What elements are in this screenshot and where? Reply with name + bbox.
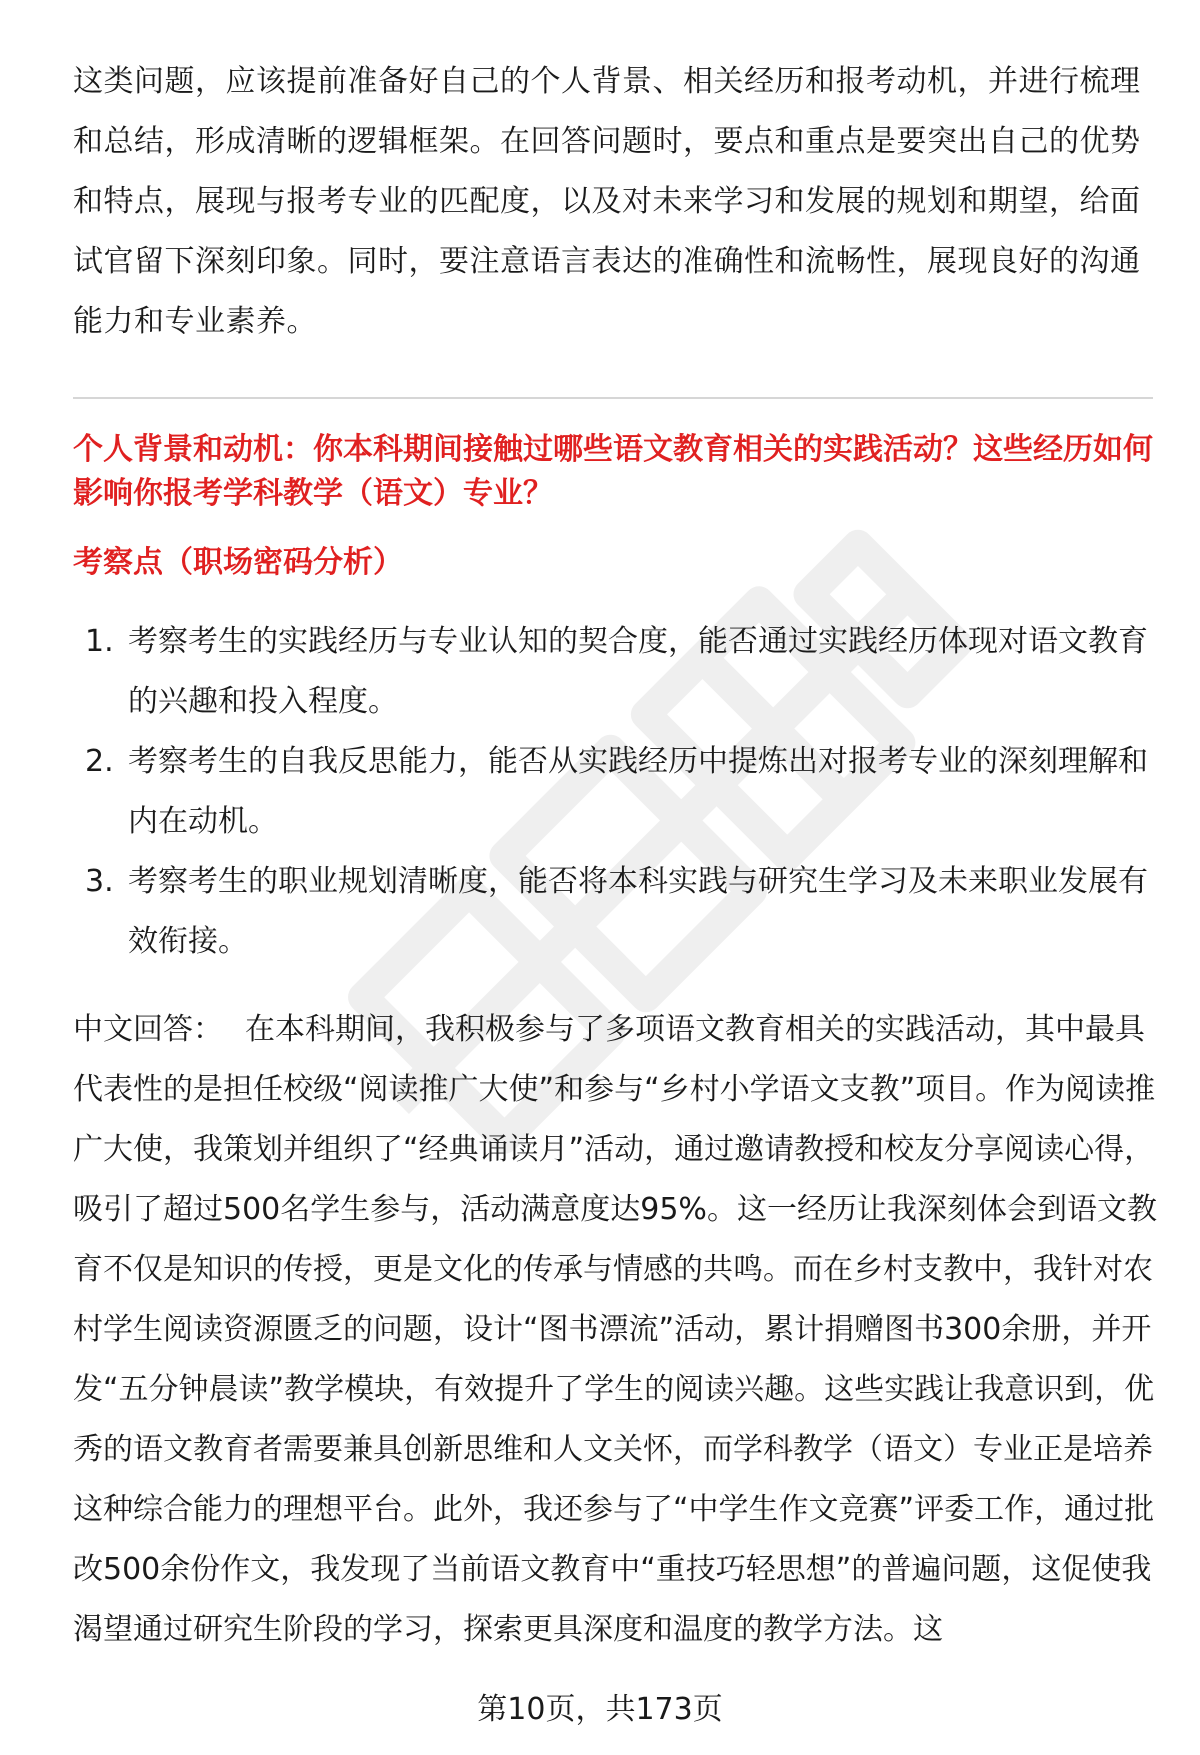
point-text: 考察考生的实践经历与专业认知的契合度，能否通过实践经历体现对语文教育的兴趣和投入程度。 bbox=[128, 624, 1148, 719]
point-number: 2. bbox=[85, 744, 114, 779]
answer-label: 中文回答： bbox=[73, 1012, 223, 1047]
point-number: 3. bbox=[85, 864, 114, 899]
answer-text: 在本科期间，我积极参与了多项语文教育相关的实践活动，其中最具代表性的是担任校级“阅读推广大使”和参与“乡村小学语文支教”项目。作为阅读推广大使，我策划并组织了“经典诵读月”活动，通过邀请教授和校友分享阅读心得，吸引了超过500名学生参与，活动满意度达95%。这一经历让我深刻体会到语文教育不仅是知识的传授，更是文化的传承与情感的共鸣。而在乡村支教中，我针对农村学生阅读资源匮乏的问题，设计“图书漂流”活动，累计捐赠图书300余册，并开发“五分钟晨读”教学模块，有效提升了学生的阅读兴趣。这些实践让我意识到，优秀的语文教育者需要兼具创新思维和人文关怀，而学科教学（语文）专业正是培养这种综合能力的理想平台。此外，我还参与了“中学生作文竞赛”评委工作，通过批改500余份作文，我发现了当前语文教育中“重技巧轻思想”的普遍问题，这促使我渴望通过研究生阶段的学习，探索更具深度和温度的教学方法。这 bbox=[73, 1012, 1157, 1647]
point-text: 考察考生的自我反思能力，能否从实践经历中提炼出对报考专业的深刻理解和内在动机。 bbox=[128, 744, 1148, 839]
evaluation-points-heading: 考察点（职场密码分析） bbox=[73, 545, 403, 580]
section-divider bbox=[73, 397, 1153, 399]
evaluation-point bbox=[73, 732, 1153, 852]
evaluation-points-list bbox=[73, 612, 1153, 972]
chinese-answer bbox=[73, 1000, 1158, 1660]
evaluation-point bbox=[73, 612, 1153, 732]
interview-question: 个人背景和动机：你本科期间接触过哪些语文教育相关的实践活动？这些经历如何影响你报考学科教学（语文）专业？ bbox=[73, 432, 1153, 511]
point-text: 考察考生的职业规划清晰度，能否将本科实践与研究生学习及未来职业发展有效衔接。 bbox=[128, 864, 1148, 959]
page-number: 第10页，共173页 bbox=[477, 1692, 723, 1727]
point-number: 1. bbox=[85, 624, 114, 659]
intro-paragraph: 这类问题，应该提前准备好自己的个人背景、相关经历和报考动机，并进行梳理和总结，形成清晰的逻辑框架。在回答问题时，要点和重点是要突出自己的优势和特点，展现与报考专业的匹配度，以及对未来学习和发展的规划和期望，给面试官留下深刻印象。同时，要注意语言表达的准确性和流畅性，展现良好的沟通能力和专业素养。 bbox=[73, 64, 1141, 339]
evaluation-point bbox=[73, 852, 1153, 972]
